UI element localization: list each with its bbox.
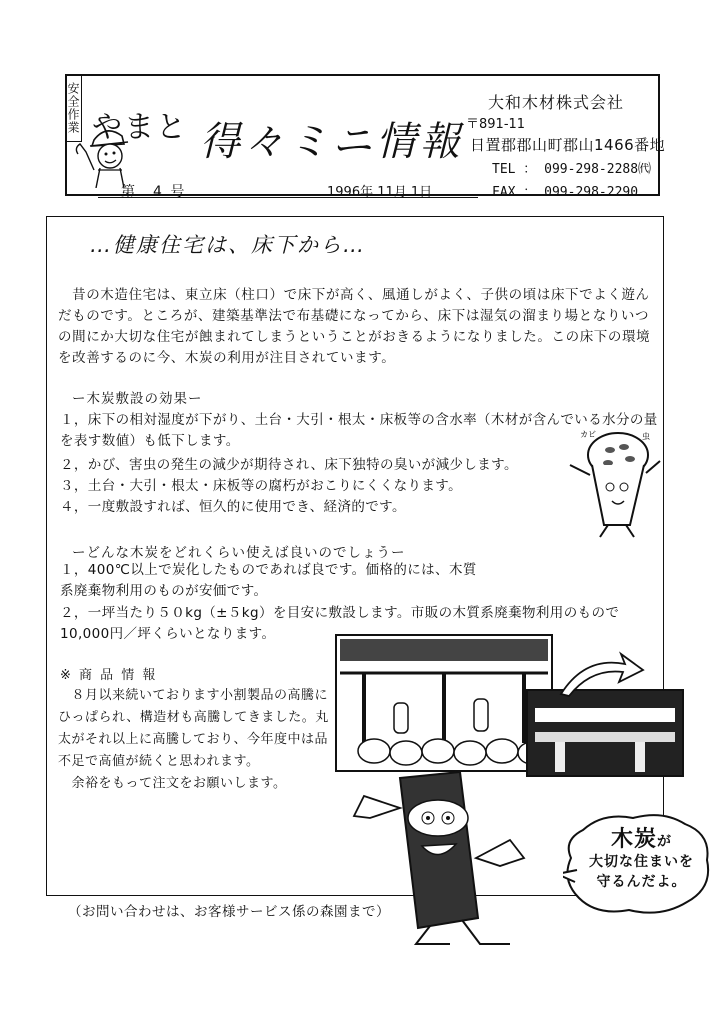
intro-paragraph: 昔の木造住宅は、東立床（柱口）で床下が高く、風通しがよく、子供の頃は床下でよく遊んだものです。ところが、建築基準法で布基礎になってから、床下は湿気の溜まり場となりいつの間にか大切な住宅が蝕まれてしまうということがおきるようになりました。この床下の環境を改善するのに今、木炭の利用が注目されています。 (58, 287, 651, 366)
phone-number: TEL ： 099-298-2288㈹ (492, 162, 652, 177)
bubble-particle: が (657, 834, 672, 850)
effect-item: １，床下の相対湿度が下がり、土台・大引・根太・床板等の含水率（木材が含んでいる水分の量を表す数値）も低下します。 (60, 412, 658, 449)
bubble-line: 守るんだよ。 (596, 874, 687, 890)
product-info-text: ８月以来続いております小割製品の高騰にひっぱられ、構造材も高騰してきました。丸太がそれ以上に高騰しており、今年度中は品不足で高値が続くと思われます。 余裕をもって注文をお願いします。 (58, 688, 329, 791)
charcoal-mascot-icon (340, 768, 550, 948)
effect-item: ４，一度敷設すれば、恒久的に使用でき、経済的です。 (60, 499, 406, 515)
arrow-icon (555, 650, 645, 700)
contact-note: （お問い合わせは、お客様サービス係の森園まで） (68, 904, 390, 920)
effect-item: ２，かび、害虫の発生の減少が期待され、床下独特の臭いが減少します。 (60, 457, 518, 473)
underfloor-detail-illustration (525, 688, 685, 778)
charcoal-character-icon (560, 425, 665, 540)
issue-number: 第 4 号 (121, 184, 187, 200)
usage-item: １，400℃以上で炭化したものであれば良です。価格的には、木質系廃棄物利用のものが安価です。 (60, 562, 477, 599)
newsletter-title: 得々ミニ情報 (200, 119, 464, 165)
company-name: 大和木材株式会社 (488, 93, 625, 112)
postal-code: 〒891-11 (466, 117, 526, 132)
brand-name: やまと (92, 110, 188, 145)
section-effects-title: ー木炭敷設の効果ー (72, 391, 203, 407)
effect-item: ３，土台・大引・根太・床板等の腐朽がおこりにくくなります。 (60, 478, 463, 494)
fax-number: FAX ： 099-298-2290 (492, 185, 639, 200)
bug-label: 虫 (642, 432, 650, 441)
underfloor-illustration (334, 633, 554, 773)
issue-date: 1996年 11月 1日 (327, 185, 433, 200)
usage-item: ２，一坪当たり５０kg（±５kg）を目安に敷設します。市販の木質系廃棄物利用のもので10,000円／坪くらいとなります。 (60, 605, 620, 642)
bubble-line: 大切な住まいを (589, 854, 694, 870)
bubble-keyword: 木炭 (610, 827, 657, 852)
speech-bubble-text (584, 827, 699, 892)
safety-tag: 安全作業 (66, 74, 82, 142)
issue-underline (98, 197, 478, 198)
section-usage-title: ーどんな木炭をどれくらい使えば良いのでしょうー (72, 545, 406, 561)
company-address: 日置郡郡山町郡山1466番地 (470, 136, 666, 154)
article-headline: …健康住宅は、床下から… (90, 233, 366, 257)
product-info-title: ※ 商 品 情 報 (60, 668, 158, 683)
mold-label: カビ (580, 430, 596, 439)
